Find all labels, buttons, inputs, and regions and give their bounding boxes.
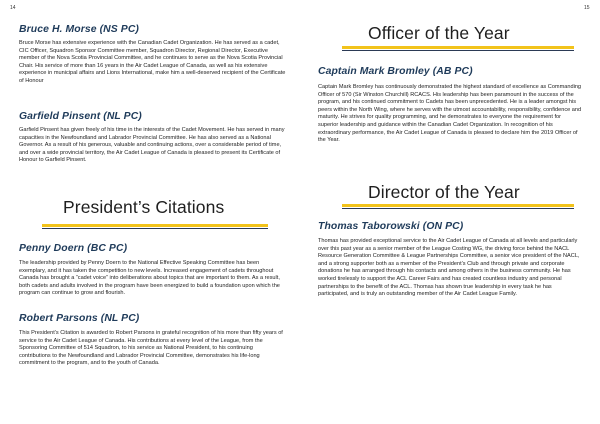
heading-underline-shadow: [42, 228, 268, 229]
heading-underline-shadow: [342, 50, 574, 51]
section-heading-presidents-citations: President’s Citations: [63, 197, 225, 217]
honoree-name: Garfield Pinsent (NL PC): [19, 111, 142, 122]
honoree-description: Bruce Morse has extensive experience with the Canadian Cadet Organization. He has served as a cadet, CIC Officer, Squadron Sponsor Committee member, Squadron Director, Regional Director, Executive member of the Nova Scotia Provincial Committee, and he continues to serve as the Nova Scotia Provincial Chair. His service of more than 16 years in the Air Cadet League of Canada, as well as his extensive experience in municipal affairs and Lions International, make him a well-deserved recipient of the Certificate of Honour: [19, 40, 286, 84]
honoree-description: The leadership provided by Penny Doern to the National Effective Speaking Committee has been exemplary, and it has taken the competition to new levels. Increased engagement of cadets throughout Canada has brought a “cadet voice” into deliberations about topics that are important to them. As a result, both cadets and adults involved in the program have been energized to build a foundation upon which the program can continue to grow and flourish.: [19, 260, 280, 297]
honoree-description: Captain Mark Bromley has continuously demonstrated the highest standard of excellence as Commanding Officer of 570 (Sir Winston Churchill) RCACS. His leadership has been paramount in the success of the program, and his continued commitment to Cadets has been unprecedented. He is a leader amongst his peers within the North Wing, where he serves with the utmost accountability, responsibility, confidence and maturity. He strives for quality programming, and he demonstrates to everyone the requirement for superior leadership and guidance within the Canadian Cadet Organization. In recognition of his extraordinary performance, the Air Cadet League of Canada is pleased to declare him the 2019 Officer of the Year.: [318, 84, 582, 144]
honoree-name: Thomas Taborowski (ON PC): [318, 221, 464, 232]
heading-underline: [42, 224, 268, 227]
page-number-right: 15: [584, 5, 590, 11]
section-heading-officer-of-the-year: Officer of the Year: [368, 23, 510, 43]
heading-underline: [342, 204, 574, 207]
honoree-name: Bruce H. Morse (NS PC): [19, 24, 139, 35]
section-heading-director-of-the-year: Director of the Year: [368, 182, 520, 202]
honoree-name: Captain Mark Bromley (AB PC): [318, 66, 473, 77]
honoree-description: Thomas has provided exceptional service to the Air Cadet League of Canada at all levels and particularly over this past year as a senior member of the League Costing WG, the driving force behind the NACL Resource Generation Committee & League Partnerships Committee, a senior vice president of the NACL, and a strong supporter both as a member of the President’s Club and through private and corporate donations he has arranged through his contacts and among others in the business community. He has worked tirelessly to support the ACL Career Fairs and has created countless industry and personal partnerships to the benefit of the ACL. Thomas has shown true leadership in every task he has participated, and is truly an outstanding member of the Air Cadet League Family.: [318, 238, 580, 298]
honoree-description: Garfield Pinsent has given freely of his time in the interests of the Cadet Movement. He has served in many capacities in the Newfoundland and Labrador Provincial Committee. He has also served as a National Governor. As a result of his generous, valuable and continuing actions, over a considerable period of time, and over a wide provincial territory, the Air Cadet League of Canada is pleased to present its Certificate of Honour to Garfield Pinsent.: [19, 127, 285, 164]
page-number-left: 14: [10, 5, 16, 11]
honoree-description: This President’s Citation is awarded to Robert Parsons in grateful recognition of his more than fifty years of service to the Air Cadet League of Canada. His contributions at every level of the League, from the Sponsoring Committee of 514 Squadron, to his service as National President, to his continuing contributions to the Newfoundland and Labrador Provincial Committee, demonstrates his life-long commitment to the program, and to the youth of Canada.: [19, 330, 283, 367]
honoree-name: Robert Parsons (NL PC): [19, 313, 140, 324]
heading-underline-shadow: [342, 208, 574, 209]
heading-underline: [342, 46, 574, 49]
honoree-name: Penny Doern (BC PC): [19, 243, 128, 254]
